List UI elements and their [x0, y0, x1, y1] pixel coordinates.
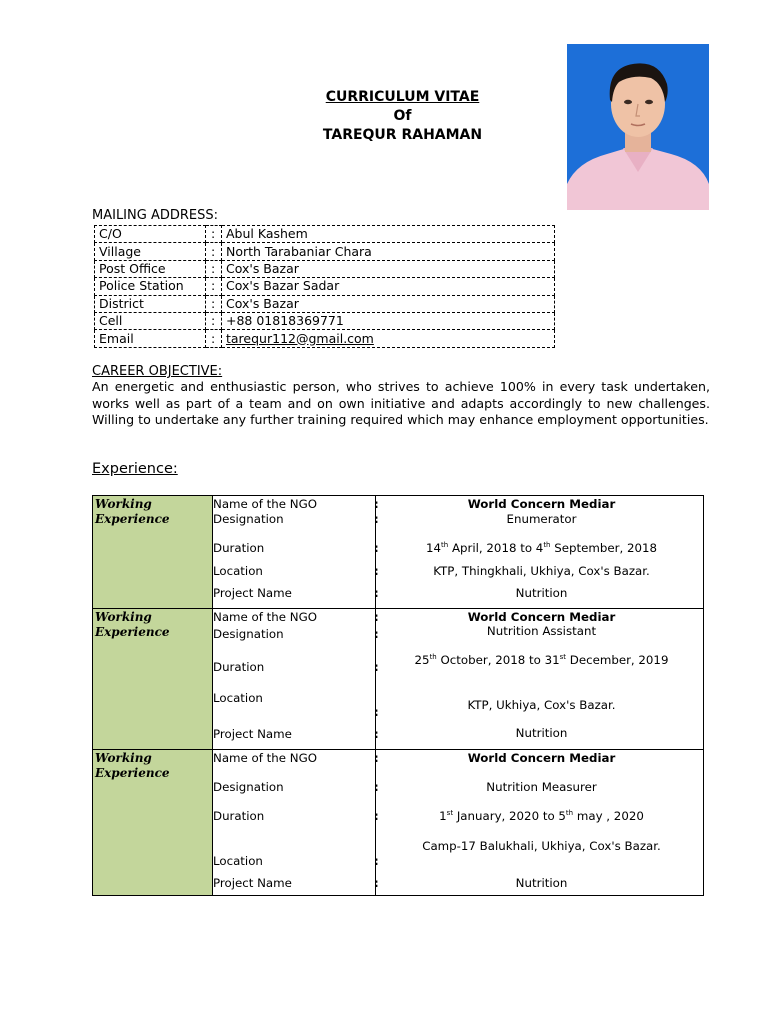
address-label: Village	[95, 243, 206, 260]
experience-details	[213, 496, 704, 609]
designation-value: Nutrition Assistant	[486, 624, 597, 638]
table-row	[95, 295, 555, 312]
email-link[interactable]: tarequr112@gmail.com	[226, 330, 374, 346]
table-row	[95, 226, 555, 243]
duration-label: Duration	[213, 541, 265, 555]
colon-separator: :	[206, 312, 222, 329]
project-label: Project Name	[213, 586, 292, 600]
address-label: Post Office	[95, 260, 206, 277]
table-row	[95, 260, 555, 277]
colon-separator: :	[374, 876, 379, 890]
experience-category	[93, 496, 213, 609]
ngo-value: World Concern Mediar	[467, 751, 616, 765]
profile-photo	[567, 44, 709, 210]
colon-separator: :	[374, 809, 379, 823]
table-row	[95, 312, 555, 329]
colon-separator: :	[374, 705, 379, 719]
location-label: Location	[213, 854, 263, 868]
colon-separator: :	[374, 780, 379, 794]
designation-value: Enumerator	[506, 512, 577, 526]
address-value: +88 01818369771	[222, 312, 555, 329]
address-label: District	[95, 295, 206, 312]
colon-separator: :	[374, 497, 379, 511]
ngo-value: World Concern Mediar	[467, 497, 616, 511]
mailing-address-table	[94, 225, 555, 348]
mailing-address-heading: MAILING ADDRESS:	[92, 208, 218, 223]
experience-table	[92, 495, 704, 896]
experience-details	[213, 609, 704, 750]
duration-value: 14th April, 2018 to 4th September, 2018	[426, 541, 657, 555]
address-label: Cell	[95, 312, 206, 329]
colon-separator: :	[374, 627, 379, 641]
colon-separator: :	[206, 295, 222, 312]
designation-label: Designation	[213, 780, 284, 794]
ngo-label: Name of the NGO	[213, 497, 318, 511]
colon-separator: :	[374, 751, 379, 765]
career-objective-text: An energetic and enthusiastic person, who strives to achieve 100% in every task undertaken, works well as part of a team and on own initiative and adapts accordingly to new challenges. Willing to undertake any further training required which may enhance employment opportunities.	[92, 379, 710, 427]
address-label: C/O	[95, 226, 206, 243]
project-label: Project Name	[213, 727, 292, 741]
colon-separator: :	[206, 278, 222, 295]
colon-separator: :	[374, 564, 379, 578]
category-line: Experience	[95, 765, 170, 780]
designation-label: Designation	[213, 627, 284, 641]
category-line: Working	[95, 751, 152, 765]
project-label: Project Name	[213, 876, 292, 890]
project-value: Nutrition	[515, 876, 568, 890]
address-value: North Tarabaniar Chara	[222, 243, 555, 260]
address-label: Police Station	[95, 278, 206, 295]
address-value: Cox's Bazar Sadar	[222, 278, 555, 295]
address-label: Email	[95, 330, 206, 347]
experience-entry	[93, 750, 704, 896]
cv-title	[250, 88, 555, 145]
experience-entry	[93, 496, 704, 609]
colon-separator: :	[374, 610, 379, 624]
location-label: Location	[213, 691, 263, 705]
ngo-value: World Concern Mediar	[467, 610, 616, 624]
duration-value: 1st January, 2020 to 5th may , 2020	[439, 809, 644, 823]
colon-separator: :	[206, 243, 222, 260]
project-value: Nutrition	[515, 726, 568, 740]
duration-label: Duration	[213, 660, 265, 674]
category-line: Experience	[95, 624, 170, 639]
table-row	[95, 330, 555, 347]
colon-separator: :	[374, 660, 379, 674]
table-row	[95, 243, 555, 260]
colon-separator: :	[374, 512, 379, 526]
email-cell	[222, 330, 555, 347]
portrait-illustration	[567, 44, 709, 210]
category-line: Working	[95, 610, 152, 624]
colon-separator: :	[374, 541, 379, 555]
career-objective-heading: CAREER OBJECTIVE:	[92, 364, 223, 379]
experience-category	[93, 750, 213, 896]
colon-separator: :	[374, 586, 379, 600]
title-line-of: Of	[393, 108, 412, 124]
colon-separator: :	[374, 727, 379, 741]
designation-value: Nutrition Measurer	[486, 780, 597, 794]
location-label: Location	[213, 564, 263, 578]
location-value: KTP, Ukhiya, Cox's Bazar.	[467, 698, 616, 712]
colon-separator: :	[206, 260, 222, 277]
location-value: Camp-17 Balukhali, Ukhiya, Cox's Bazar.	[422, 839, 661, 853]
colon-separator: :	[206, 330, 222, 347]
duration-value: 25th October, 2018 to 31st December, 2019	[414, 653, 669, 667]
project-value: Nutrition	[515, 586, 568, 600]
experience-category	[93, 609, 213, 750]
table-row	[95, 278, 555, 295]
title-line-name: TAREQUR RAHAMAN	[322, 127, 483, 143]
ngo-label: Name of the NGO	[213, 610, 318, 624]
experience-heading: Experience:	[92, 461, 178, 477]
address-value: Cox's Bazar	[222, 295, 555, 312]
address-value: Abul Kashem	[222, 226, 555, 243]
colon-separator: :	[374, 854, 379, 868]
location-value: KTP, Thingkhali, Ukhiya, Cox's Bazar.	[433, 564, 650, 578]
duration-label: Duration	[213, 809, 265, 823]
experience-details	[213, 750, 704, 896]
title-line-cv: CURRICULUM VITAE	[325, 89, 480, 105]
colon-separator: :	[206, 226, 222, 243]
category-line: Working	[95, 497, 152, 511]
address-value: Cox's Bazar	[222, 260, 555, 277]
experience-entry	[93, 609, 704, 750]
designation-label: Designation	[213, 512, 284, 526]
ngo-label: Name of the NGO	[213, 751, 318, 765]
category-line: Experience	[95, 511, 170, 526]
